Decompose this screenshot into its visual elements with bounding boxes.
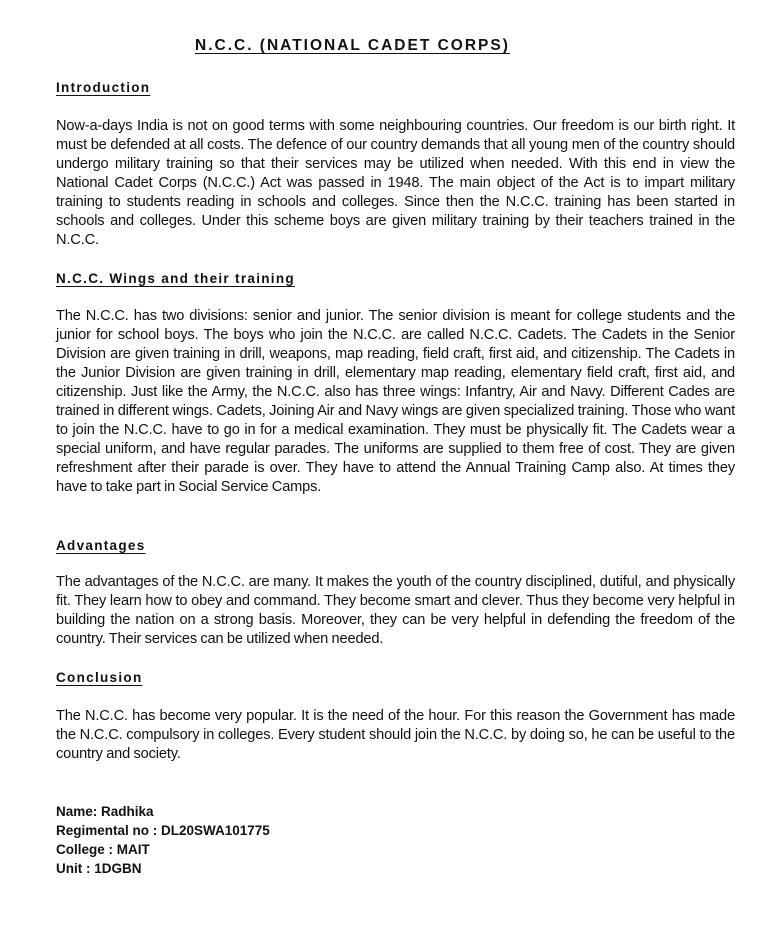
author-name: Name: Radhika — [56, 804, 154, 819]
section-heading-conclusion: Conclusion — [56, 670, 143, 685]
section-text-advantages: The advantages of the N.C.C. are many. It makes the youth of the country disciplined, dutiful, and physically fit. They learn how to obey and command. They become smart and clever. Thus they become very helpful in building the nation on a strong basis. Moreover, they can be very helpful in defending the freedom of the country. Their services can be utilized when needed. — [56, 574, 735, 647]
section-text-conclusion: The N.C.C. has become very popular. It is the need of the hour. For this reason the Government has made the N.C.C. compulsory in colleges. Every student should join the N.C.C. by doing so, he can be useful to the country and society. — [56, 708, 735, 762]
section-heading-wings: N.C.C. Wings and their training — [56, 271, 295, 286]
college-name: College : MAIT — [56, 842, 150, 857]
author-info — [56, 802, 270, 878]
unit-name: Unit : 1DGBN — [56, 861, 142, 876]
regimental-number: Regimental no : DL20SWA101775 — [56, 823, 270, 838]
section-text-introduction: Now-a-days India is not on good terms with some neighbouring countries. Our freedom is our birth right. It must be defended at all costs. The defence of our country demands that all young men of the country should undergo military training so that their services may be utilized when needed. With this end in view the National Cadet Corps (N.C.C.) Act was passed in 1948. The main object of the Act is to impart military training to students reading in schools and colleges. Since then the N.C.C. training has been started in schools and colleges. Under this scheme boys are given military training by their teachers trained in the N.C.C. — [56, 118, 735, 248]
section-text-wings: The N.C.C. has two divisions: senior and junior. The senior division is meant for college students and the junior for school boys. The boys who join the N.C.C. are called N.C.C. Cadets. The Cadets in the Senior Division are given training in drill, weapons, map reading, field craft, first aid, and citizenship. The Cadets in the Junior Division are given training in drill, elementary map reading, elementary field craft, first aid, and citizenship. Just like the Army, the N.C.C. also has three wings: Infantry, Air and Navy. Different Cades are trained in different wings. Cadets, Joining Air and Navy wings are given specialized training. Those who want to join the N.C.C. have to go in for a medical examination. They must be physically fit. The Cadets wear a special uniform, and have regular parades. The uniforms are supplied to them free of cost. They are given refreshment after their parade is over. They have to attend the Annual Training Camp also. At times they have to take part in Social Service Camps. — [56, 308, 735, 495]
document-title: N.C.C. (NATIONAL CADET CORPS) — [195, 37, 510, 54]
section-heading-introduction: Introduction — [56, 80, 151, 95]
section-heading-advantages: Advantages — [56, 538, 146, 553]
